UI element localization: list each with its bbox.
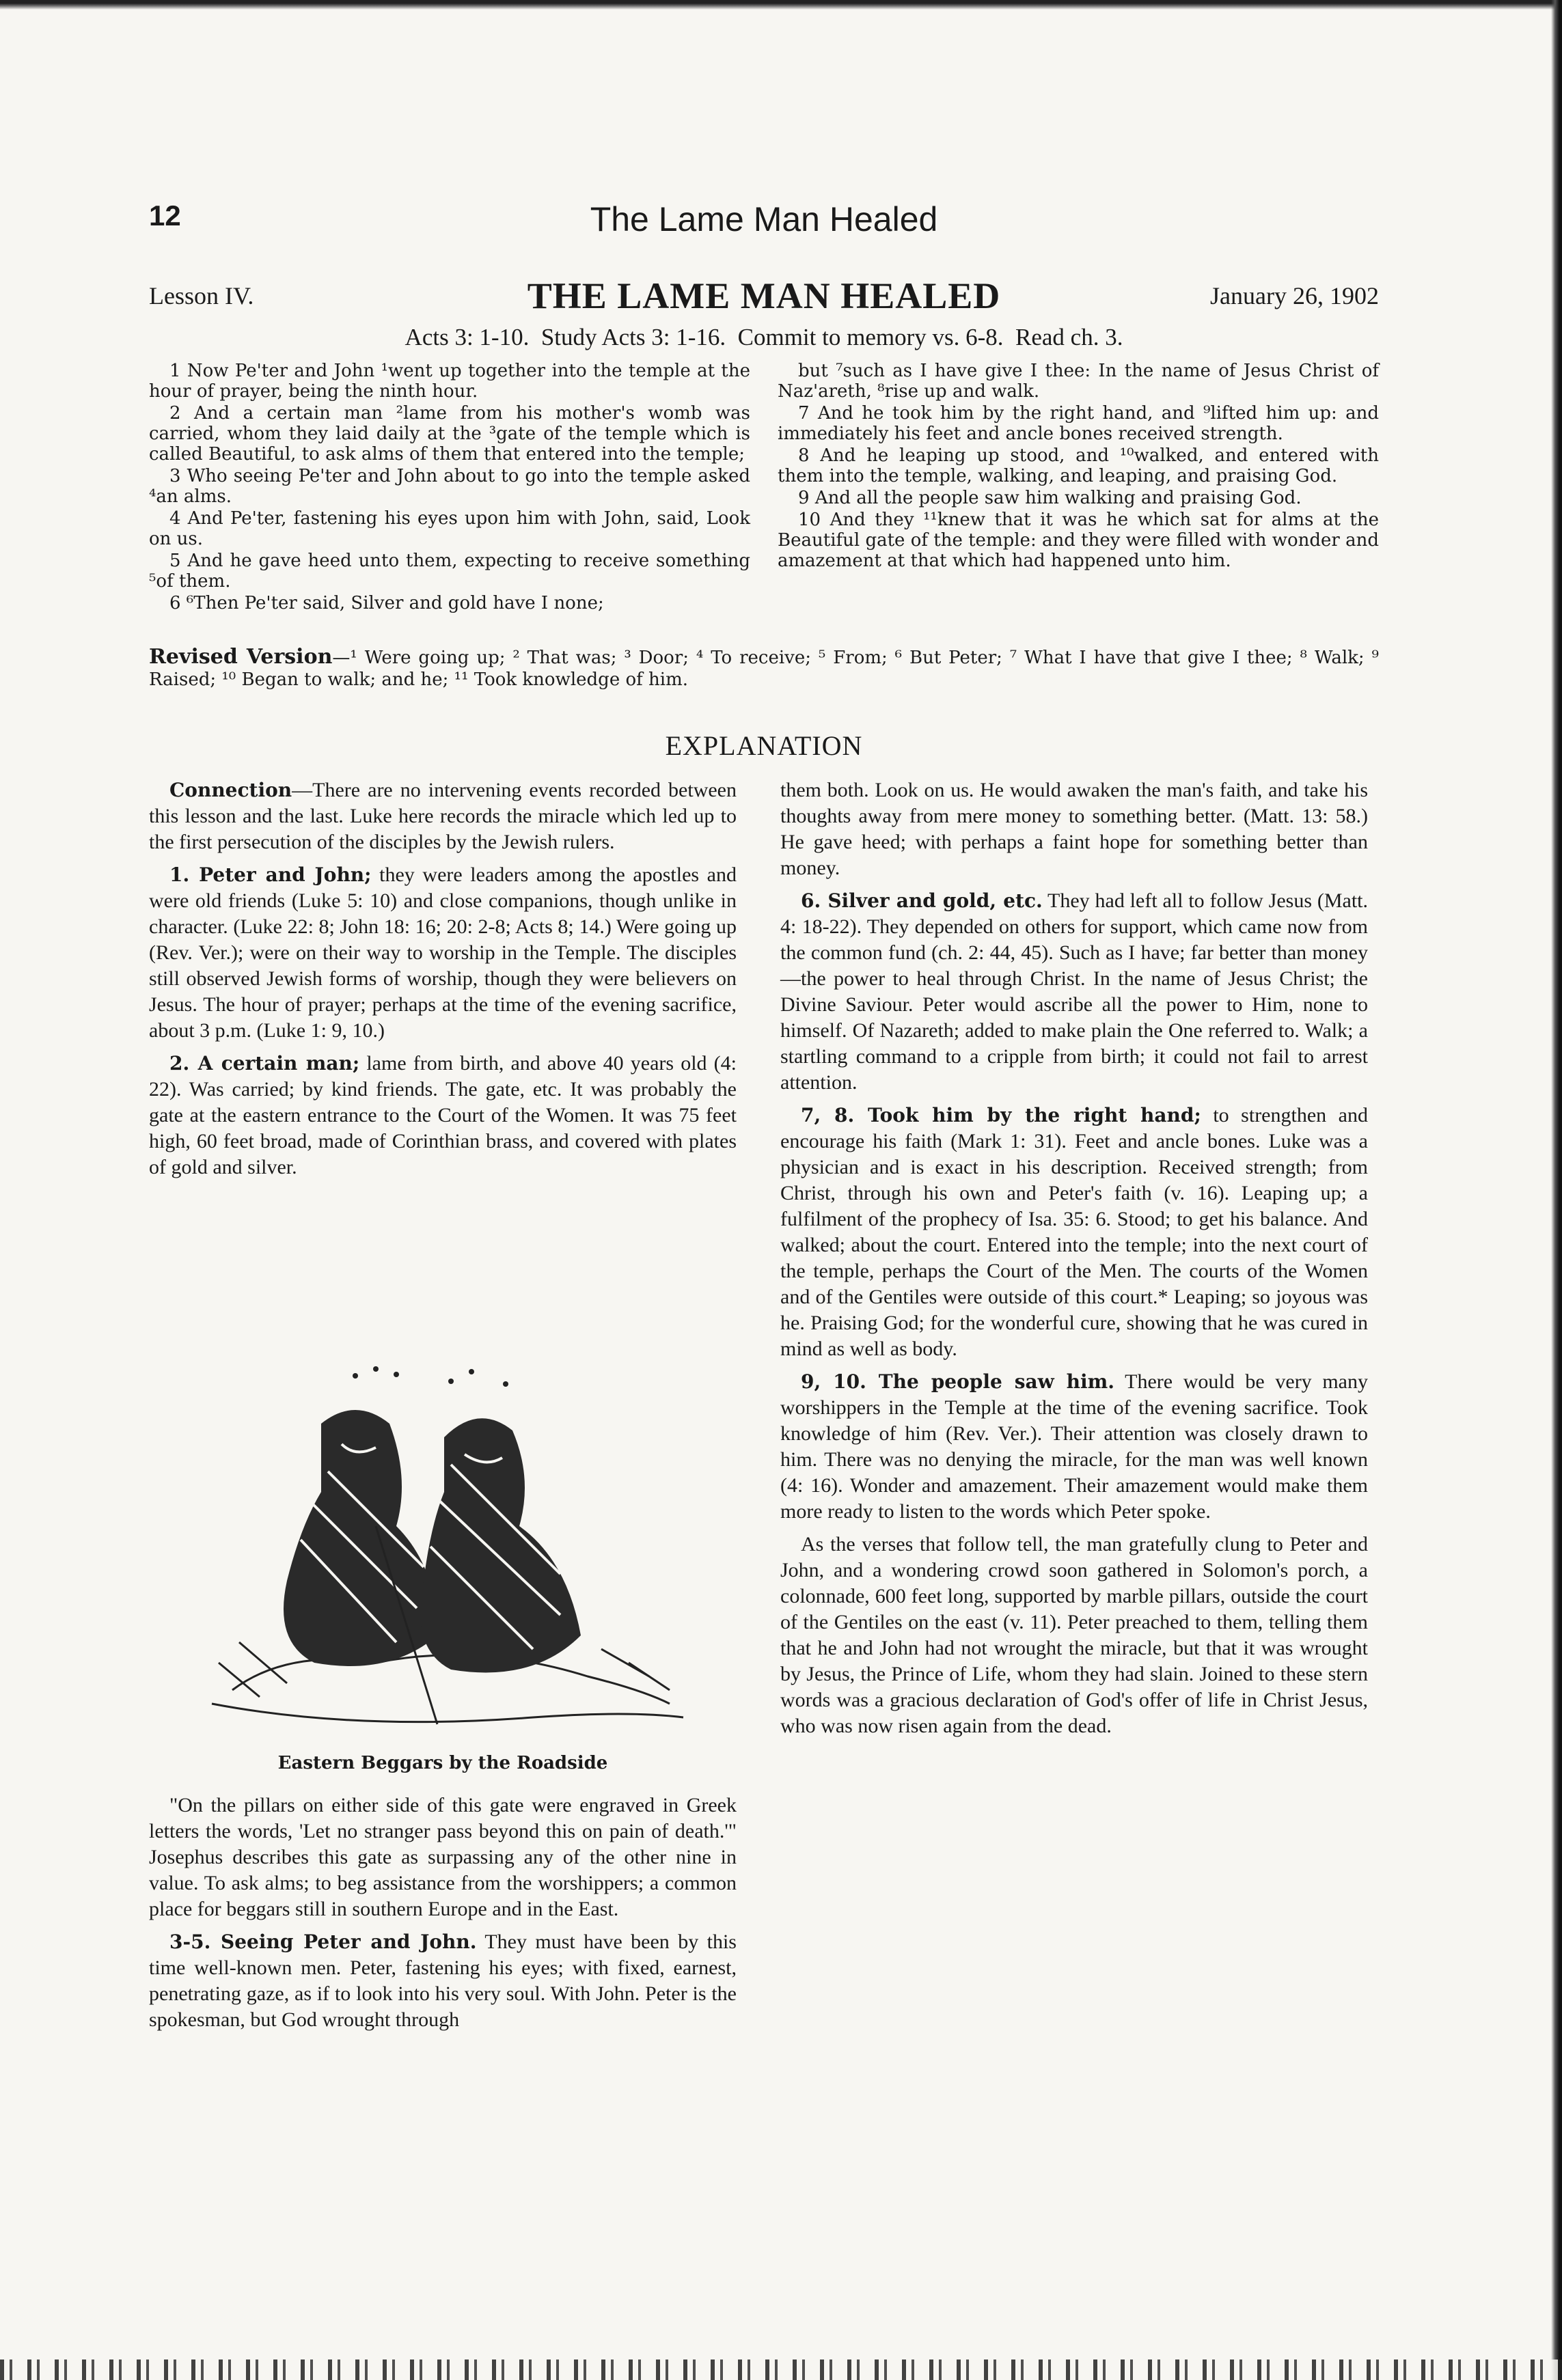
explanation-paragraph xyxy=(149,1793,737,1922)
verse: 10 And they ¹¹knew that it was he which sat for alms at the Beautiful gate of the temple: and they were filled with wonder and amazement at that which had happened unto him. xyxy=(778,510,1379,571)
page-number: 12 xyxy=(149,199,181,232)
paragraph-lead: 7, 8. Took him by the right hand; xyxy=(801,1104,1201,1126)
running-title: The Lame Man Healed xyxy=(590,200,938,238)
scripture-references: Acts 3: 1-10. Study Acts 3: 1-16. Commit to memory vs. 6-8. Read ch. 3. xyxy=(405,324,1123,350)
verse: 7 And he took him by the right hand, and ⁹lifted him up: and immediately his feet and ancle bones received strength. xyxy=(778,403,1379,444)
page-edge-top xyxy=(0,0,1562,10)
paragraph-text: —There are no intervening events recorded between this lesson and the last. Luke here records the miracle which led up to the first persecution of the disciples by the Jewish rulers. xyxy=(149,779,737,853)
verse: 6 ⁶Then Pe'ter said, Silver and gold have I none; xyxy=(169,593,604,613)
revised-version-text: —¹ Were going up; ² That was; ³ Door; ⁴ To receive; ⁵ From; ⁶ But Peter; ⁷ What I have that give I thee; ⁸ Walk; ⁹ Raised; ¹⁰ Began to walk; and he; ¹¹ Took knowledge of him. xyxy=(149,648,1379,690)
verse: 4 And Pe'ter, fastening his eyes upon him with John, said, Look on us. xyxy=(149,508,750,549)
verse: 8 And he leaping up stood, and ¹⁰walked, and entered with them into the temple, walking, and leaping, and praising God. xyxy=(778,445,1379,486)
page-edge-bottom xyxy=(0,2360,1562,2380)
explanation-paragraph xyxy=(780,1369,1368,1525)
explanation-column-right xyxy=(780,777,1368,2294)
explanation-paragraph xyxy=(780,1103,1368,1362)
beggars-engraving xyxy=(150,1321,738,1745)
explanation-paragraph xyxy=(780,888,1368,1096)
explanation-column-left-top xyxy=(149,777,737,1324)
verse: 3 Who seeing Pe'ter and John about to go into the temple asked ⁴an alms. xyxy=(149,466,750,507)
paragraph-text: They must have been by this time well-known men. Peter, fastening his eyes; with fixed, earnest, penetrating gaze, as if to look into his very soul. With John. Peter is the spokesman, but God wrought through xyxy=(149,1931,737,2031)
verse: 9 And all the people saw him walking and praising God. xyxy=(798,488,1302,508)
beggars-illustration xyxy=(150,1321,738,1745)
explanation-column-left-bottom xyxy=(149,1793,737,2291)
paragraph-text: to strengthen and encourage his faith (Mark 1: 31). Feet and ancle bones. Luke was a physician and is exact in his description. Received strength; from Christ, through his own and Peter's faith (v. 16). Leaping up; a fulfilment of the prophecy of Isa. 35: 6. Stood; to get his balance. And walked; about the court. Entered into the temple; into the next court of the temple, perhaps the Court of the Men. The courts of the Women and of the Gentiles were outside of this court.* Leaping; so joyous was he. Praising God; for the wonderful cure, showing that he was cured in mind as well as body. xyxy=(780,1104,1368,1360)
paragraph-lead: 6. Silver and gold, etc. xyxy=(801,889,1043,912)
paragraph-text: them both. Look on us. He would awaken the man's faith, and take his thoughts away from mere money to something better. (Matt. 13: 58.) He gave heed; with perhaps a faint hope for something better than money. xyxy=(780,779,1368,879)
running-head xyxy=(149,199,1379,240)
page-edge-right xyxy=(1551,0,1562,2380)
scripture-column-left xyxy=(149,361,750,615)
lesson-heading xyxy=(149,275,1379,318)
paragraph-text: "On the pillars on either side of this gate were engraved in Greek letters the words, 'Let no stranger pass beyond this on pain of death.'" Josephus describes this gate as surpassing any of the other nine in value. To ask alms; to beg assistance from the worshippers; a common place for beggars still in southern Europe and in the East. xyxy=(149,1794,737,1920)
paragraph-lead: Connection xyxy=(169,779,292,801)
explanation-paragraph xyxy=(149,1051,737,1180)
explanation-paragraph xyxy=(149,862,737,1044)
paragraph-lead: 9, 10. The people saw him. xyxy=(801,1370,1114,1393)
lesson-date: January 26, 1902 xyxy=(1210,282,1379,309)
revised-version-notes xyxy=(149,646,1379,691)
verse: 5 And he gave heed unto them, expecting to receive something ⁵of them. xyxy=(149,551,750,592)
scripture-text xyxy=(149,361,1379,634)
explanation-paragraph xyxy=(780,1532,1368,1739)
verse: 1 Now Pe'ter and John ¹went up together into the temple at the hour of prayer, being the ninth hour. xyxy=(149,361,750,402)
illustration-caption: Eastern Beggars by the Roadside xyxy=(277,1753,608,1773)
revised-version-label: Revised Version xyxy=(149,645,333,669)
paragraph-lead: 1. Peter and John; xyxy=(169,863,372,886)
paragraph-text: they were leaders among the apostles and were old friends (Luke 5: 10) and close companions, though unlike in character. (Luke 22: 8; John 18: 16; 20: 2-8; Acts 8; 14.) Were going up (Rev. Ver.); were on their way to worship in the Temple. The disciples still observed Jewish forms of worship, though they were believers on Jesus. The hour of prayer; perhaps at the time of the evening sacrifice, about 3 p.m. (Luke 1: 9, 10.) xyxy=(149,863,737,1042)
explanation-paragraph xyxy=(149,777,737,855)
verse: but ⁷such as I have give I thee: In the name of Jesus Christ of Naz'areth, ⁸rise up and walk. xyxy=(778,361,1379,402)
explanation-paragraph xyxy=(149,1929,737,2033)
paragraph-text: They had left all to follow Jesus (Matt. 4: 18-22). They depended on others for support, which came now from the common fund (ch. 2: 44, 45). Such as I have; far better than money—the power to heal through Christ. In the name of Jesus Christ; the Divine Saviour. Peter would ascribe all the power to Him, none to himself. Of Nazareth; added to make plain the One referred to. Walk; a startling command to a cripple from birth; it could not fail to arrest attention. xyxy=(780,889,1368,1094)
explanation-paragraph xyxy=(780,777,1368,881)
scripture-column-right xyxy=(778,361,1379,572)
paragraph-lead: 3-5. Seeing Peter and John. xyxy=(169,1931,477,1953)
paragraph-text: There would be very many worshippers in the Temple at the time of the evening sacrifice. Took knowledge of him (Rev. Ver.). Their attention was closely drawn to him. There was no denying the miracle, for the man was well known (4: 16). Wonder and amazement. Their amazement would make them more ready to listen to the words which Peter spoke. xyxy=(780,1370,1368,1523)
paragraph-text: As the verses that follow tell, the man gratefully clung to Peter and John, and a wondering crowd soon gathered in Solomon's porch, a colonnade, 600 feet long, supported by marble pillars, outside the court of the Gentiles on the east (v. 11). Peter preached to them, telling them that he and John had not wrought the miracle, but that it was wrought by Jesus, the Prince of Life, whom they had slain. Joined to these stern words was a gracious declaration of God's offer of life in Christ Jesus, who was now risen again from the dead. xyxy=(780,1533,1368,1737)
explanation-heading: EXPLANATION xyxy=(665,730,863,761)
paragraph-lead: 2. A certain man; xyxy=(169,1052,360,1075)
verse: 2 And a certain man ²lame from his mother's womb was carried, whom they laid daily at the ³gate of the temple which is called Beautiful, to ask alms of them that entered into the temple; xyxy=(149,403,750,465)
paragraph-text: lame from birth, and above 40 years old (4: 22). Was carried; by kind friends. The gate, etc. It was probably the gate at the eastern entrance to the Court of the Women. It was 75 feet high, 60 feet broad, made of Corinthian brass, and covered with plates of gold and silver. xyxy=(149,1052,737,1178)
lesson-title: THE LAME MAN HEALED xyxy=(527,275,1001,316)
lesson-label: Lesson IV. xyxy=(149,282,254,309)
